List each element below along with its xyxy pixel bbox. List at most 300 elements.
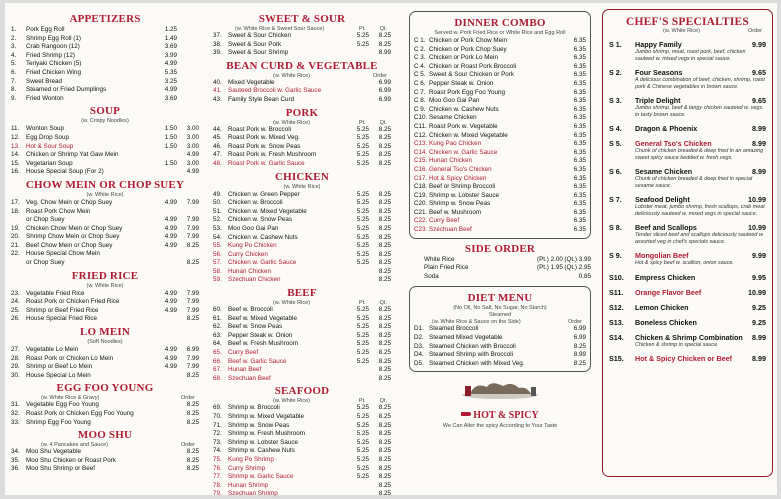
item-price: 8.99 (752, 124, 766, 133)
quart-price: 6.35 (573, 114, 586, 122)
menu-item (11, 95, 199, 104)
section-pork (213, 107, 391, 169)
menu-item (213, 456, 391, 465)
menu-item (213, 340, 391, 349)
item-name: Vegetarian Soup (26, 159, 73, 167)
pint-price (540, 132, 564, 141)
item-number: 30. (11, 371, 20, 379)
item-number: 1. (11, 26, 17, 33)
pint-price (153, 250, 177, 259)
pint-price: 5.25 (356, 224, 369, 232)
item-name: Crab Rangoon (12) (26, 43, 80, 51)
menu-item (213, 259, 391, 268)
section-title: SWEET & SOUR (258, 13, 346, 25)
item-name: Szechuan Beef (429, 226, 472, 234)
specialty-item (609, 318, 766, 327)
menu-item (414, 132, 586, 141)
item-price: 8.99 (752, 167, 766, 176)
quart-price: 6.35 (573, 45, 586, 53)
item-number: C21. (414, 208, 428, 216)
menu-item (11, 52, 199, 61)
order-label: Order (180, 395, 195, 402)
hot-spicy-legend (409, 378, 591, 429)
item-number: 4. (11, 51, 17, 59)
item-name: Sauteed Broccoli w. Garlic Sauce (228, 87, 322, 95)
pint-price: 5.25 (356, 455, 369, 463)
menu-item (213, 349, 391, 358)
pint-price (540, 114, 564, 123)
quart-price: 8.25 (378, 207, 391, 215)
specialty-item (609, 40, 766, 62)
quart-price: 6.99 (378, 95, 391, 103)
quart-price: 8.25 (378, 323, 391, 331)
item-number: 35. (11, 456, 20, 464)
quart-price: 8.25 (378, 276, 391, 284)
item-number: S 8. (609, 223, 622, 232)
quart-price (177, 69, 199, 78)
menu-page (5, 3, 777, 498)
item-number: S 9. (609, 251, 622, 260)
item-name: Moo Goo Gai Pan (429, 97, 480, 105)
menu-item (11, 465, 199, 474)
item-name: Moo Shu Chicken or Roast Pork (26, 456, 116, 464)
quart-price: 6.35 (573, 62, 586, 70)
quart-price: 7.99 (186, 354, 199, 362)
item-name: Moo Shu Vegetable (26, 448, 81, 456)
section-title: PORK (285, 106, 319, 119)
pint-price (540, 351, 564, 360)
menu-item (213, 199, 391, 208)
quart-price: 8.25 (378, 134, 391, 142)
item-name: Shrimp Egg Roll (1) (26, 34, 81, 42)
specialty-item (609, 195, 766, 217)
pint-price: 3.69 (164, 94, 177, 102)
item-name: Roast Pork w. Garlic Sauce (228, 159, 305, 167)
pint-price (345, 49, 369, 58)
item-number: C 9. (414, 105, 426, 113)
item-number: 11. (11, 125, 20, 133)
item-name: Shrimp w. Garlic Sauce (228, 473, 294, 481)
item-name: Beef w. Garlic Sauce (228, 357, 287, 365)
quart-price (177, 95, 199, 104)
menu-item (11, 26, 199, 35)
item-number: 31. (11, 401, 20, 409)
menu-item (11, 143, 199, 152)
quart-label: Qt. (379, 300, 387, 307)
item-name: Beef Chow Mein or Chop Suey (26, 241, 113, 249)
item-name: Roast Pork w. Vegetable (429, 122, 498, 130)
pint-label: Pt. (358, 119, 366, 126)
menu-item (11, 290, 199, 299)
menu-item (414, 106, 586, 115)
item-name: Hunan Chicken (228, 267, 272, 275)
pint-price (153, 208, 177, 217)
menu-item (414, 325, 586, 334)
quart-price: 4.99 (186, 168, 199, 176)
pint-price (540, 209, 564, 218)
specialty-item (609, 124, 766, 133)
section-note: (Soft Noodles) (87, 339, 123, 346)
item-number: 8. (11, 86, 17, 94)
quart-price: 6.35 (573, 37, 586, 44)
item-name: Wonton Soup (26, 125, 65, 133)
pint-price (540, 183, 564, 192)
menu-item (213, 447, 391, 456)
item-name: House Special Fried Rice (26, 315, 98, 323)
pint-price: 5.25 (356, 421, 369, 429)
item-name: Shrimp w. Lobster Sauce (429, 191, 500, 199)
item-name: Szechuan Beef (228, 374, 271, 382)
pint-price: 5.25 (356, 207, 369, 215)
pint-price: 4.99 (164, 198, 177, 206)
section-sweet-sour (213, 13, 391, 58)
item-name: Curry Beef (429, 217, 460, 225)
menu-item (414, 200, 586, 209)
order-label: Order (180, 442, 195, 449)
pint-price: 5.25 (356, 40, 369, 48)
menu-item (414, 97, 586, 106)
menu-item (213, 323, 391, 332)
item-name: Shrimp w. Fresh Mushroom (228, 430, 305, 438)
pint-price: 5.25 (356, 473, 369, 481)
menu-item (213, 251, 391, 260)
pint-price (540, 192, 564, 201)
menu-item (414, 157, 586, 166)
item-name: Kung Po Chicken (228, 242, 277, 250)
menu-item (213, 404, 391, 413)
quart-price: 8.25 (378, 314, 391, 322)
item-name: Shrimp w. Mixed Vegetable (228, 413, 304, 420)
item-name: Hot & Spicy Chicken or Beef (635, 354, 733, 363)
item-number: C14. (414, 148, 428, 156)
item-name: Beef w. Mushroom (429, 208, 482, 216)
pint-price (540, 46, 564, 55)
item-name: Shrimp w. Snow Peas (228, 421, 290, 429)
item-price: 9.99 (752, 40, 766, 49)
item-number: 26. (11, 315, 20, 323)
menu-item (11, 298, 199, 307)
menu-item (213, 413, 391, 422)
item-name: Beef and Scallops (635, 223, 697, 232)
section-chow-mein (11, 179, 199, 268)
item-number: C 8. (414, 97, 426, 105)
item-number: 13. (11, 142, 20, 150)
quart-price: 8.25 (378, 267, 391, 275)
item-name: Hunan Shrimp (228, 481, 269, 489)
item-number: C 2. (414, 45, 426, 53)
menu-item (11, 315, 199, 324)
item-number: 48. (213, 159, 222, 167)
item-price: 8.99 (752, 332, 766, 342)
pint-price: 5.25 (356, 357, 369, 365)
pint-price: 3.25 (164, 77, 177, 85)
menu-item (213, 32, 391, 41)
item-name: Steamed Broccoli (429, 325, 479, 333)
quart-price: 6.35 (573, 131, 586, 139)
item-name: Moo Goo Gai Pan (228, 224, 279, 232)
item-name: Shrimp w. Lobster Sauce (228, 438, 299, 446)
item-name: Curry Chicken (228, 250, 268, 258)
menu-item (414, 209, 586, 218)
section-soup (11, 105, 199, 177)
pint-price: 4.99 (164, 306, 177, 314)
item-name: Roast Pork or Chicken Fried Rice (26, 298, 120, 306)
item-name: Beef w. Fresh Mushroom (228, 340, 298, 348)
menu-item (11, 419, 199, 428)
item-number: C 1. (414, 37, 426, 44)
item-name: Sweet & Sour Shrimp (228, 49, 289, 57)
quart-price: 8.25 (186, 401, 199, 409)
pint-price (345, 375, 369, 384)
item-number: 71. (213, 421, 222, 429)
pint-price (540, 325, 564, 334)
item-number: S 2. (609, 68, 622, 77)
pint-price: 5.25 (356, 438, 369, 446)
menu-item (11, 208, 199, 217)
pint-price: 4.99 (164, 60, 177, 68)
pint-price: 5.25 (356, 464, 369, 472)
item-name: Moo Shu Shrimp or Beef (26, 465, 95, 473)
section-title: SEAFOOD (274, 385, 330, 398)
item-number: 66. (213, 357, 222, 365)
menu-item (11, 168, 199, 177)
pint-price (540, 200, 564, 209)
item-name: Chicken w. Snow Peas (228, 216, 293, 224)
pint-price: 5.25 (356, 142, 369, 150)
item-number: 32. (11, 410, 20, 417)
quart-price: 8.25 (378, 40, 391, 48)
item-number: C11. (414, 122, 427, 130)
item-number: 75. (213, 455, 222, 463)
item-name: Pepper Steak w. Onion (429, 79, 494, 87)
menu-item (213, 366, 391, 375)
quart-price: 8.25 (378, 233, 391, 241)
quart-price: 7.99 (186, 306, 199, 314)
section-title: MOO SHU (77, 429, 133, 442)
quart-price: 6.35 (573, 217, 586, 225)
pint-price (153, 419, 177, 428)
menu-item (213, 268, 391, 277)
quart-price: 4.99 (186, 151, 199, 159)
item-list (213, 191, 391, 286)
pint-price: 1.50 (164, 159, 177, 167)
pint-price (540, 226, 564, 235)
item-number: 64. (213, 340, 222, 348)
quart-price: 8.25 (573, 359, 586, 367)
item-name: Fried Chicken Wing (26, 68, 81, 76)
item-name: Hunan Beef (228, 366, 262, 374)
section-note: (w. White Rice) (273, 72, 310, 79)
pint-price: (Pt.) 2.00 (537, 255, 563, 263)
item-name: Chicken w. Mixed Vegetable (228, 207, 307, 215)
menu-item (414, 149, 586, 158)
section-note: Steamed (488, 312, 511, 319)
section-note: (w. White Rice & Sweet Sour Sauce) (235, 26, 325, 32)
pint-price (540, 106, 564, 115)
pint-price (540, 71, 564, 80)
quart-price: 6.35 (573, 54, 586, 62)
order-label: Order (747, 28, 762, 34)
menu-item (213, 375, 391, 384)
menu-item (414, 334, 586, 343)
quart-price: 8.25 (378, 259, 391, 267)
menu-item (11, 355, 199, 364)
item-number: 50. (213, 199, 222, 207)
pint-price: 5.25 (356, 250, 369, 258)
item-description: Chunk of chicken breaded & deep fried in an amazing sweet spicy sauce bedded w. fresh vegs. (635, 148, 764, 161)
quart-price: 8.25 (378, 151, 391, 159)
pint-price (345, 87, 369, 96)
specialty-item (609, 273, 766, 282)
item-list (414, 325, 586, 368)
item-name: Sesame Chicken (635, 167, 693, 176)
menu-item (213, 134, 391, 143)
quart-price: 6.35 (573, 71, 586, 79)
pint-price (540, 334, 564, 343)
item-name: Happy Family (635, 40, 682, 49)
specialty-item (609, 167, 766, 189)
quart-price: 6.99 (186, 346, 199, 354)
quart-price: 6.99 (573, 334, 586, 342)
pint-price: (Pt.) 1.95 (537, 264, 563, 272)
pint-price: 5.25 (356, 134, 369, 142)
item-number: 51. (213, 207, 222, 215)
section-note: Served w. Pork Fried Rice or White Rice and Egg Roll (434, 30, 566, 36)
menu-item (11, 410, 199, 419)
item-number: C20. (414, 200, 428, 208)
item-number: 67. (213, 366, 222, 374)
menu-item (11, 199, 199, 208)
section-title: CHEF'S SPECIALTIES (625, 16, 749, 28)
quart-price: 6.99 (378, 87, 391, 95)
item-name: Chicken or Roast Pork Broccoli (429, 62, 517, 70)
item-name: Steamed or Fried Dumplings (26, 86, 107, 94)
quart-price (177, 26, 199, 35)
item-number: 43. (213, 95, 222, 103)
item-description: Chunk of chicken breaded & deep fried in special sesame sauce. (635, 176, 753, 189)
item-price: 10.99 (748, 287, 766, 297)
pint-price: 5.25 (356, 447, 369, 455)
quart-price: 8.25 (378, 242, 391, 250)
section-seafood (213, 385, 391, 499)
item-name: Shrimp w. Snow Peas (429, 200, 491, 208)
quart-price: 6.35 (573, 97, 586, 105)
quart-price: 8.25 (378, 455, 391, 463)
pint-price (540, 37, 564, 46)
item-number: 23. (11, 289, 20, 297)
item-name: General Tso's Chicken (635, 139, 712, 148)
item-name: Chicken w. Garlic Sauce (228, 259, 297, 267)
item-name: Sweet Bread (26, 77, 63, 85)
menu-item (414, 360, 586, 369)
item-number: C 4. (414, 62, 426, 70)
item-price: 8.99 (752, 139, 766, 148)
item-name: Chicken w. Cashew Nuts (429, 105, 499, 113)
section-note: (w. 4 Pancakes and Sauce) (41, 442, 108, 449)
section-appetizers (11, 13, 199, 103)
item-number: 36. (11, 465, 20, 473)
quart-price: 8.25 (378, 357, 391, 365)
item-number: 59. (213, 276, 222, 284)
menu-item (213, 430, 391, 439)
quart-price: 6.35 (573, 200, 586, 208)
menu-item (414, 226, 586, 235)
quart-price: 8.25 (378, 125, 391, 133)
quart-price: 8.25 (378, 199, 391, 207)
item-description: Lobster meat, jumbo shrimp, fresh scallops, crab meat deliciously sauteed w. mixed vegs in special sauce. (635, 204, 765, 217)
item-price: 10.99 (748, 195, 766, 204)
item-number: 15. (11, 159, 20, 167)
quart-price: 8.25 (378, 447, 391, 455)
section-title: BEEF (287, 287, 317, 300)
pint-price (540, 97, 564, 106)
pint-price (153, 168, 177, 177)
menu-item (11, 151, 199, 160)
item-name: Orange Flavor Beef (635, 287, 702, 297)
section-title: DIET MENU (467, 292, 533, 305)
menu-item (414, 80, 586, 89)
pint-price: 5.25 (356, 151, 369, 159)
item-description: A delicious combination of beef, chicken, shrimp, roast pork & Chinese vegetables in brown sauce. (635, 77, 765, 90)
quart-price: 6.99 (573, 325, 586, 333)
item-number: 52. (213, 216, 222, 224)
menu-item (213, 225, 391, 234)
item-name: Hot & Spicy Chicken (429, 174, 487, 182)
menu-item (11, 134, 199, 143)
menu-item (414, 192, 586, 201)
quart-price: 6.35 (573, 148, 586, 156)
item-name: Chicken or Pork Chop Suey (429, 45, 507, 53)
item-number: 12. (11, 133, 20, 141)
menu-item (213, 143, 391, 152)
menu-item (11, 346, 199, 355)
pint-price (537, 273, 561, 282)
item-number: 22. (11, 250, 20, 258)
item-number (409, 256, 424, 265)
item-list (213, 32, 391, 58)
item-number: 63. (213, 331, 222, 339)
pint-price (153, 457, 177, 466)
item-number: 9. (11, 94, 17, 102)
column-3 (409, 11, 591, 429)
item-name: Pepper Steak w. Onion (228, 331, 293, 339)
item-name: Chicken & Shrimp Combination (635, 332, 743, 342)
item-number: 69. (213, 404, 222, 412)
item-name: Steamed Chicken with Broccoli (429, 342, 516, 350)
specialty-item (609, 96, 766, 118)
item-name: or Chop Suey (26, 216, 65, 224)
menu-item (213, 126, 391, 135)
section-bean-curd (213, 60, 391, 105)
quart-price: 3.00 (186, 142, 199, 150)
item-name: House Special Soup (For 2) (26, 168, 104, 176)
pint-price (153, 315, 177, 324)
item-name: Curry Shrimp (228, 464, 266, 472)
item-price: 8.99 (752, 354, 766, 363)
pint-price: 4.99 (164, 354, 177, 362)
specialty-item (609, 288, 766, 297)
item-list (11, 401, 199, 427)
item-price: 9.95 (752, 272, 766, 282)
item-list (213, 306, 391, 383)
item-name: Teriyaki Chicken (5) (26, 60, 82, 68)
item-number: 68. (213, 374, 222, 382)
item-number: S 4. (609, 124, 622, 133)
section-beef (213, 287, 391, 383)
pint-price: 1.49 (164, 34, 177, 42)
item-number: 56. (213, 250, 222, 258)
quart-price: 8.25 (378, 438, 391, 446)
